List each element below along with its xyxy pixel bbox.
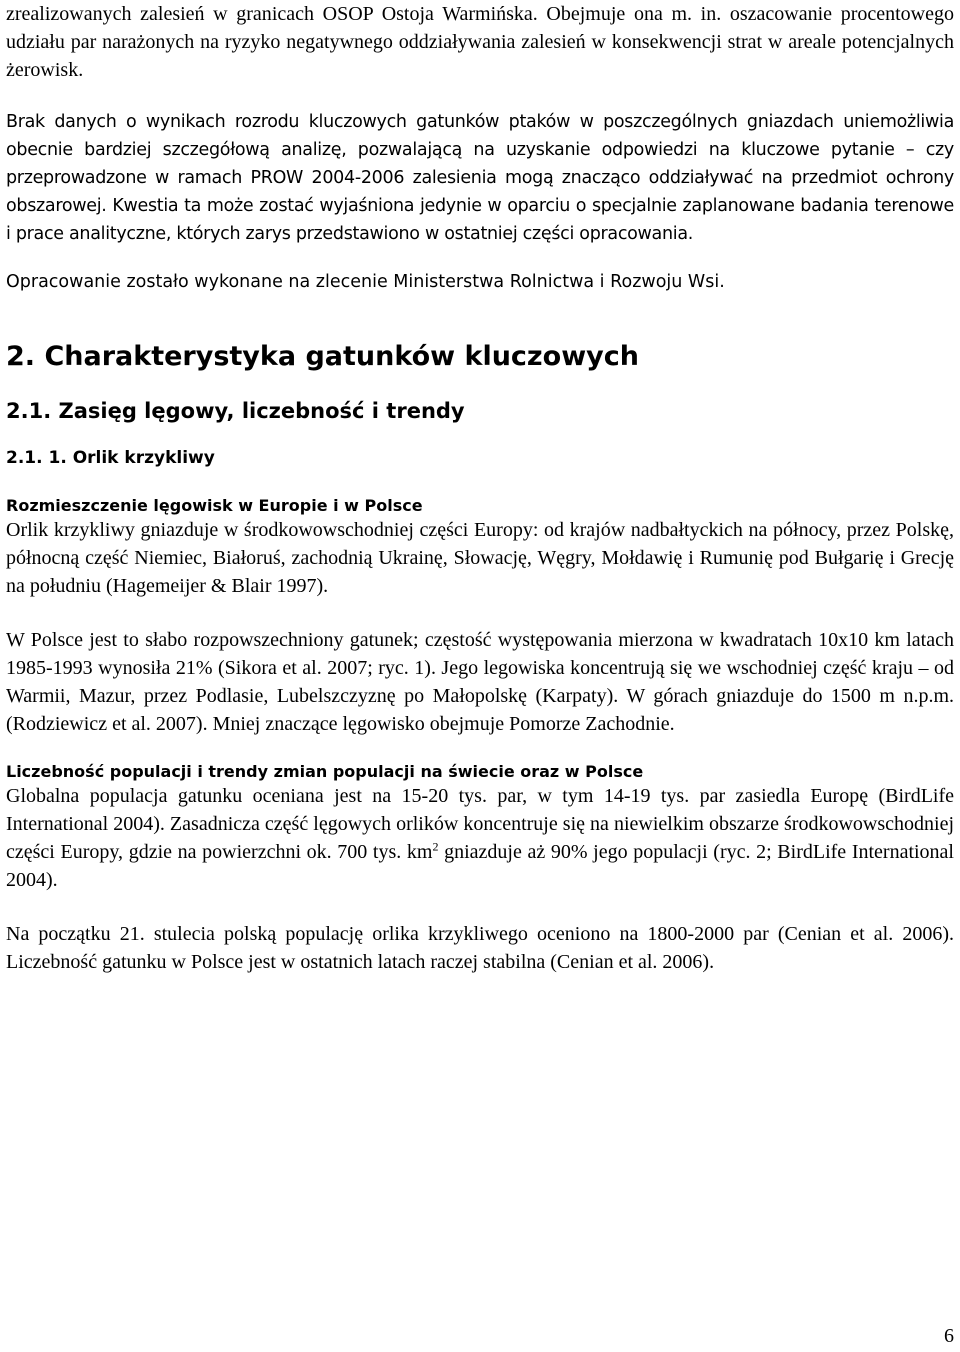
superscript-squared: 2	[432, 839, 439, 854]
heading-section-2-1: 2.1. Zasięg lęgowy, liczebność i trendy	[6, 399, 465, 423]
paragraph-commission: Opracowanie zostało wykonane na zlecenie Ministerstwa Rolnictwa i Rozwoju Wsi.	[6, 272, 725, 292]
paragraph-global-population	[6, 782, 954, 894]
paragraph-distribution-europe: Orlik krzykliwy gniazduje w środkowowschodniej części Europy: od krajów nadbałtyckich na północy, przez Polskę, północną część Niemiec, Białoruś, zachodnią Ukrainę, Słowację, Węgry, Mołdawię i Rumunię pod Bułgarię i Grecję na południu (Hagemeijer & Blair 1997).	[6, 519, 954, 597]
paragraph-missing-data: Brak danych o wynikach rozrodu kluczowych gatunków ptaków w poszczególnych gniazdach uniemożliwia obecnie bardziej szczegółową analizę, pozwalającą na uzyskanie odpowiedzi na kluczowe pytanie – czy przeprowadzone w ramach PROW 2004-2006 zalesienia mogą znacząco oddziaływać na przedmiot ochrony obszarowej. Kwestia ta może zostać wyjaśniona jedynie w oparciu o specjalnie zaplanowane badania terenowe i prace analityczne, których zarys przedstawiono w ostatniej części opracowania.	[6, 112, 954, 244]
population-text-part-1: Globalna populacja gatunku oceniana jest na 15-20 tys. par, w tym 14-19 tys. par zasiedla Europę (BirdLife International 2004). Zasadnicza część lęgowych orlików koncentruje się na niewielkim obszarze środkowowschodniej części Europy, gdzie na powierzchni ok. 700 tys. km	[6, 785, 954, 863]
subheading-population: Liczebność populacji i trendy zmian populacji na świecie oraz w Polsce	[6, 762, 644, 781]
paragraph-poland-population: Na początku 21. stulecia polską populację orlika krzykliwego oceniono na 1800-2000 par (Cenian et al. 2006). Liczebność gatunku w Polsce jest w ostatnich latach raczej stabilna (Cenian et al. 2006).	[6, 923, 954, 973]
paragraph-distribution-poland: W Polsce jest to słabo rozpowszechniony gatunek; częstość występowania mierzona w kwadratach 10x10 km latach 1985-1993 wynosiła 21% (Sikora et al. 2007; ryc. 1). Jego legowiska koncentrują się we wschodniej część kraju – od Warmii, Mazur, przez Podlasie, Lubelszczyznę po Małopolskę (Karpaty). W górach gniazduje do 1500 m n.p.m. (Rodziewicz et al. 2007). Mniej znaczące lęgowisko obejmuje Pomorze Zachodnie.	[6, 629, 954, 735]
paragraph-intro: zrealizowanych zalesień w granicach OSOP Ostoja Warmińska. Obejmuje ona m. in. oszacowanie procentowego udziału par narażonych na ryzyko negatywnego oddziaływania zalesień w konsekwencji strat w areale potencjalnych żerowisk.	[6, 3, 954, 81]
page-number: 6	[944, 1325, 954, 1347]
population-text-part-2: gniazduje aż 90% jego populacji (ryc. 2; BirdLife International 2004).	[6, 841, 954, 891]
heading-section-2: 2. Charakterystyka gatunków kluczowych	[6, 341, 639, 372]
heading-section-2-1-1: 2.1. 1. Orlik krzykliwy	[6, 448, 215, 468]
document-page	[6, 0, 954, 976]
subheading-distribution: Rozmieszczenie lęgowisk w Europie i w Polsce	[6, 496, 423, 515]
